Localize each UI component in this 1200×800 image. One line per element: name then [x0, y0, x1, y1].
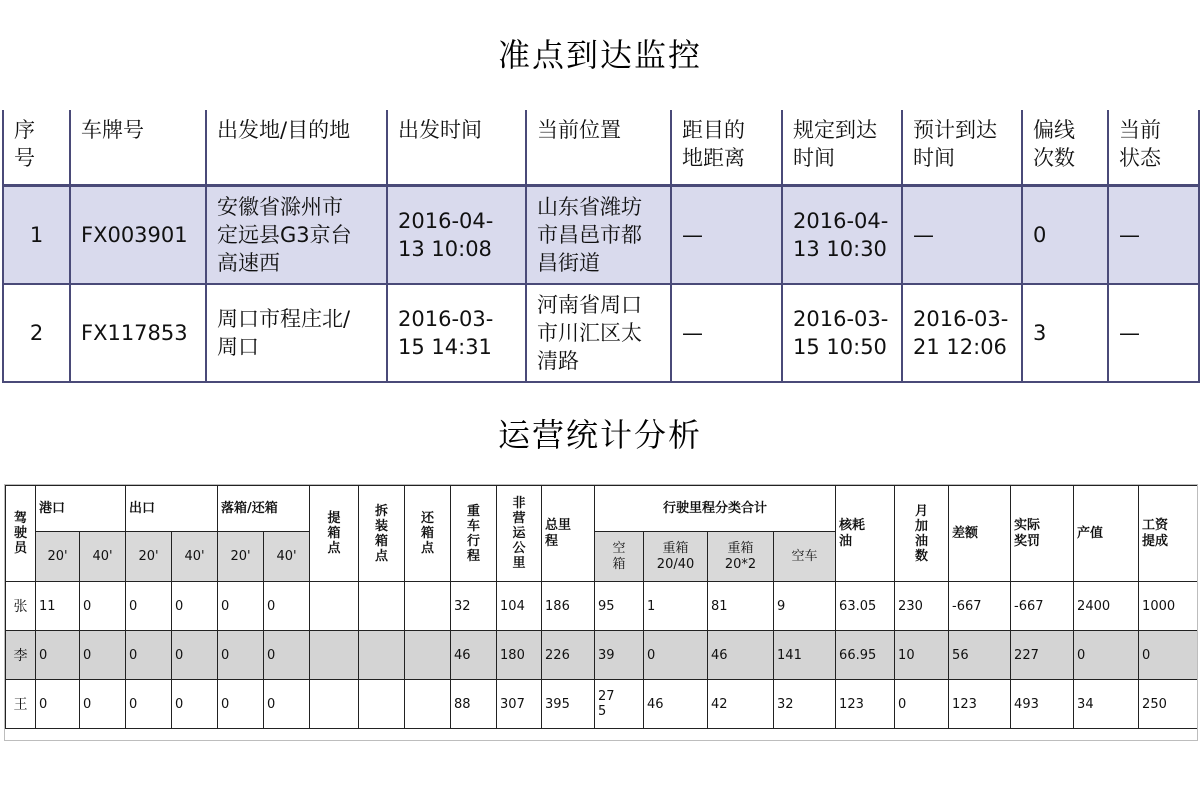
header-port-20: 20' [36, 532, 80, 582]
cell-location: 河南省周口 市川汇区太 清路 [526, 284, 671, 382]
cell-empty_box: 39 [595, 631, 644, 680]
header-drop-return: 落箱/还箱 [218, 486, 310, 532]
header-location: 当前位置 [526, 110, 671, 186]
cell-heavy2040: 46 [644, 680, 708, 729]
table-row[interactable] [6, 680, 1199, 729]
cell-wage: 0 [1139, 631, 1198, 680]
cell-empty [310, 631, 359, 680]
cell-empty_truck: 141 [774, 631, 836, 680]
header-nonop-km: 非 营 运 公 里 [497, 486, 542, 582]
cell-diff: 123 [949, 680, 1011, 729]
operations-stats-table [5, 485, 1198, 729]
header-output: 产值 [1074, 486, 1139, 582]
cell-estimated: 2016-03- 21 12:06 [902, 284, 1022, 382]
header-empty-truck: 空车 [774, 532, 836, 582]
table-row[interactable] [3, 284, 1199, 382]
cell-empty_box: 95 [595, 582, 644, 631]
cell-empty [359, 680, 405, 729]
cell-heavy2040: 0 [644, 631, 708, 680]
cell-heavy20x2: 46 [708, 631, 774, 680]
header-port: 港口 [36, 486, 126, 532]
page-title-arrival-monitor: 准点到达监控 [497, 36, 702, 74]
cell-monthly_fuel: 10 [895, 631, 949, 680]
cell-monthly_fuel: 0 [895, 680, 949, 729]
header-pickup-point: 提 箱 点 [310, 486, 359, 582]
cell-p40: 0 [80, 582, 126, 631]
stats-header-row-1 [6, 486, 1199, 532]
cell-d20: 0 [218, 582, 264, 631]
header-empty-box: 空 箱 [595, 532, 644, 582]
header-loaded-trip: 重 车 行 程 [451, 486, 497, 582]
cell-reward: -667 [1011, 582, 1074, 631]
cell-empty_truck: 9 [774, 582, 836, 631]
cell-route: 安徽省滁州市 定远县G3京台 高速西 [206, 186, 387, 285]
cell-heavy20x2: 81 [708, 582, 774, 631]
cell-output: 0 [1074, 631, 1139, 680]
cell-estimated: — [902, 186, 1022, 285]
cell-plate: FX003901 [70, 186, 206, 285]
cell-output: 34 [1074, 680, 1139, 729]
cell-empty_box: 27 5 [595, 680, 644, 729]
cell-diff: -667 [949, 582, 1011, 631]
header-export-40: 40' [172, 532, 218, 582]
header-reward: 实际 奖罚 [1011, 486, 1074, 582]
cell-reward: 493 [1011, 680, 1074, 729]
cell-fuel: 63.05 [836, 582, 895, 631]
cell-p20: 0 [36, 680, 80, 729]
header-seq: 序 号 [3, 110, 70, 186]
cell-plate: FX117853 [70, 284, 206, 382]
arrival-monitor-table [2, 110, 1200, 383]
cell-p20: 0 [36, 631, 80, 680]
header-heavy-20-40: 重箱 20/40 [644, 532, 708, 582]
cell-total: 395 [542, 680, 595, 729]
table-row[interactable] [6, 582, 1199, 631]
header-export: 出口 [126, 486, 218, 532]
cell-e40: 0 [172, 582, 218, 631]
header-monthly-fuel: 月 加 油 数 [895, 486, 949, 582]
table-row[interactable] [3, 186, 1199, 285]
cell-depart: 2016-03- 15 14:31 [387, 284, 526, 382]
cell-reward: 227 [1011, 631, 1074, 680]
cell-d20: 0 [218, 680, 264, 729]
cell-empty [359, 631, 405, 680]
cell-depart: 2016-04- 13 10:08 [387, 186, 526, 285]
cell-fuel: 123 [836, 680, 895, 729]
arrival-table-header [3, 110, 1199, 186]
cell-distance: — [671, 186, 782, 285]
header-drop-40: 40' [264, 532, 310, 582]
header-port-40: 40' [80, 532, 126, 582]
header-estimated: 预计到达 时间 [902, 110, 1022, 186]
cell-status: — [1108, 186, 1199, 285]
cell-d20: 0 [218, 631, 264, 680]
operations-stats-panel [4, 484, 1198, 741]
cell-output: 2400 [1074, 582, 1139, 631]
cell-d40: 0 [264, 680, 310, 729]
cell-name: 王 [6, 680, 36, 729]
cell-seq: 1 [3, 186, 70, 285]
header-heavy-20x2: 重箱 20*2 [708, 532, 774, 582]
header-export-20: 20' [126, 532, 172, 582]
cell-total: 226 [542, 631, 595, 680]
header-depart: 出发时间 [387, 110, 526, 186]
cell-loaded: 88 [451, 680, 497, 729]
cell-empty [359, 582, 405, 631]
cell-scheduled: 2016-04- 13 10:30 [782, 186, 902, 285]
header-total-mileage: 总里 程 [542, 486, 595, 582]
cell-e40: 0 [172, 680, 218, 729]
cell-deviations: 3 [1022, 284, 1108, 382]
cell-empty [310, 582, 359, 631]
cell-total: 186 [542, 582, 595, 631]
cell-e40: 0 [172, 631, 218, 680]
cell-nonop: 307 [497, 680, 542, 729]
cell-p20: 11 [36, 582, 80, 631]
cell-d40: 0 [264, 631, 310, 680]
cell-fuel: 66.95 [836, 631, 895, 680]
cell-empty [310, 680, 359, 729]
header-status: 当前 状态 [1108, 110, 1199, 186]
cell-empty [405, 680, 451, 729]
header-driver: 驾 驶 员 [6, 486, 36, 582]
cell-empty [405, 582, 451, 631]
cell-scheduled: 2016-03- 15 10:50 [782, 284, 902, 382]
cell-status: — [1108, 284, 1199, 382]
cell-monthly_fuel: 230 [895, 582, 949, 631]
cell-route: 周口市程庄北/ 周口 [206, 284, 387, 382]
cell-p40: 0 [80, 631, 126, 680]
cell-p40: 0 [80, 680, 126, 729]
cell-heavy20x2: 42 [708, 680, 774, 729]
cell-nonop: 104 [497, 582, 542, 631]
header-plate: 车牌号 [70, 110, 206, 186]
cell-nonop: 180 [497, 631, 542, 680]
header-scheduled: 规定到达 时间 [782, 110, 902, 186]
cell-e20: 0 [126, 631, 172, 680]
cell-deviations: 0 [1022, 186, 1108, 285]
cell-e20: 0 [126, 582, 172, 631]
cell-heavy2040: 1 [644, 582, 708, 631]
header-drop-20: 20' [218, 532, 264, 582]
cell-e20: 0 [126, 680, 172, 729]
cell-empty_truck: 32 [774, 680, 836, 729]
cell-diff: 56 [949, 631, 1011, 680]
header-fuel: 核耗 油 [836, 486, 895, 582]
cell-name: 张 [6, 582, 36, 631]
header-deviations: 偏线 次数 [1022, 110, 1108, 186]
cell-seq: 2 [3, 284, 70, 382]
cell-loaded: 32 [451, 582, 497, 631]
header-wage: 工资 提成 [1139, 486, 1198, 582]
cell-loaded: 46 [451, 631, 497, 680]
cell-location: 山东省潍坊 市昌邑市都 昌街道 [526, 186, 671, 285]
header-mileage-group: 行驶里程分类合计 [595, 486, 836, 532]
cell-wage: 250 [1139, 680, 1198, 729]
cell-name: 李 [6, 631, 36, 680]
cell-d40: 0 [264, 582, 310, 631]
cell-wage: 1000 [1139, 582, 1198, 631]
header-unpack-point: 拆 装 箱 点 [359, 486, 405, 582]
page-title-operations-stats: 运营统计分析 [497, 416, 702, 454]
cell-distance: — [671, 284, 782, 382]
header-distance: 距目的 地距离 [671, 110, 782, 186]
header-difference: 差额 [949, 486, 1011, 582]
header-return-point: 还 箱 点 [405, 486, 451, 582]
cell-empty [405, 631, 451, 680]
header-route: 出发地/目的地 [206, 110, 387, 186]
table-row[interactable] [6, 631, 1199, 680]
